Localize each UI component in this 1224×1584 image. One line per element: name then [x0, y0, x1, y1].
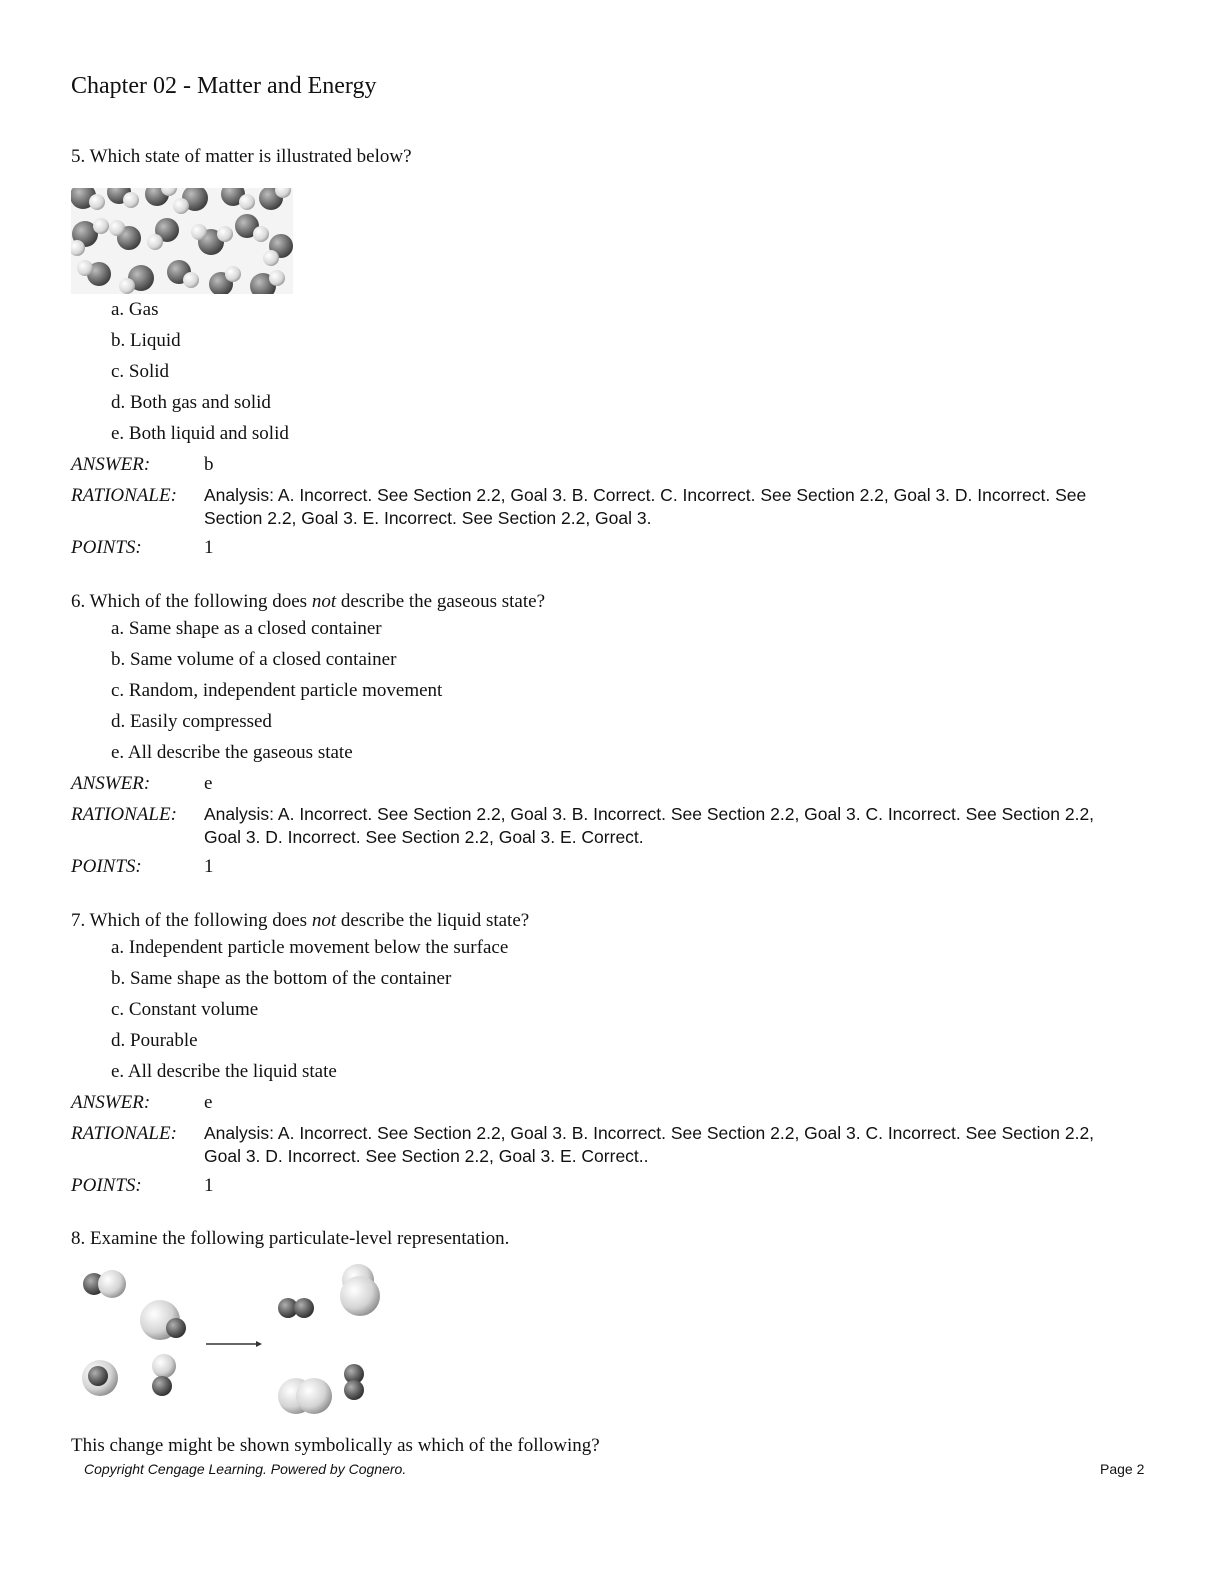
footer-page-number: Page 2 — [1100, 1461, 1145, 1477]
question-7-points: 1 — [204, 1175, 214, 1196]
question-5-option-b: b. Liquid — [111, 330, 181, 351]
question-5-option-a: a. Gas — [111, 299, 159, 320]
question-6-points-label: POINTS: — [71, 856, 142, 877]
question-5-answer-label: ANSWER: — [71, 454, 151, 475]
question-7-stem-start: 7. Which of the following does — [71, 910, 312, 931]
question-7-option-d: d. Pourable — [111, 1030, 198, 1051]
question-7-rationale-label: RATIONALE: — [71, 1123, 177, 1144]
question-5-rationale-label: RATIONALE: — [71, 485, 177, 506]
question-5-stem: 5. Which state of matter is illustrated below? — [71, 146, 412, 167]
question-8-followup: This change might be shown symbolically as which of the following? — [71, 1435, 600, 1456]
question-7-points-label: POINTS: — [71, 1175, 142, 1196]
question-7-answer: e — [204, 1092, 213, 1113]
question-6-stem-emphasis: not — [311, 591, 337, 612]
question-5-option-c: c. Solid — [111, 361, 170, 382]
question-5-points-label: POINTS: — [71, 537, 142, 558]
reaction-particle-illustration — [76, 1262, 386, 1422]
question-5-answer: b — [204, 454, 214, 475]
footer-copyright: Copyright Cengage Learning. Powered by Cognero. — [84, 1461, 407, 1477]
question-6-answer-label: ANSWER: — [71, 773, 151, 794]
question-8-stem: 8. Examine the following particulate-level representation. — [71, 1228, 510, 1249]
question-5-points: 1 — [204, 537, 214, 558]
question-7-option-b: b. Same shape as the bottom of the container — [111, 968, 452, 989]
question-7-stem-emphasis: not — [311, 910, 337, 931]
question-5-rationale: Analysis: A. Incorrect. See Section 2.2, Goal 3. B. Correct. C. Incorrect. See Section 2.2, Goal 3. D. Incorrect. See Section 2.2, Goal 3. E. Incorrect. See Section 2.2, Goal 3. — [204, 485, 1087, 528]
question-6-stem — [71, 591, 545, 613]
page-title: Chapter 02 - Matter and Energy — [71, 73, 377, 99]
question-5-option-e: e. Both liquid and solid — [111, 423, 289, 444]
question-6-stem-start: 6. Which of the following does — [71, 591, 312, 612]
question-6-option-d: d. Easily compressed — [111, 711, 272, 732]
question-7-stem-end: describe the liquid state? — [336, 910, 530, 931]
question-6-option-c: c. Random, independent particle movement — [111, 680, 443, 701]
question-6-option-e: e. All describe the gaseous state — [111, 742, 353, 763]
question-6-rationale: Analysis: A. Incorrect. See Section 2.2, Goal 3. B. Incorrect. See Section 2.2, Goal 3. C. Incorrect. See Section 2.2, Goal 3. D. Incorrect. See Section 2.2, Goal 3. E. Correct. — [204, 804, 1095, 847]
question-5-option-d: d. Both gas and solid — [111, 392, 271, 413]
question-6-points: 1 — [204, 856, 214, 877]
reactant-molecules — [82, 1270, 186, 1396]
question-7-answer-label: ANSWER: — [71, 1092, 151, 1113]
question-6-option-b: b. Same volume of a closed container — [111, 649, 397, 670]
liquid-molecules-illustration — [71, 188, 293, 294]
question-7-option-e: e. All describe the liquid state — [111, 1061, 337, 1082]
question-7-rationale: Analysis: A. Incorrect. See Section 2.2, Goal 3. B. Incorrect. See Section 2.2, Goal 3. C. Incorrect. See Section 2.2, Goal 3. D. Incorrect. See Section 2.2, Goal 3. E. Correct.. — [204, 1123, 1095, 1166]
product-molecules — [278, 1264, 380, 1414]
question-6-option-a: a. Same shape as a closed container — [111, 618, 382, 639]
question-6-rationale-label: RATIONALE: — [71, 804, 177, 825]
question-6-stem-end: describe the gaseous state? — [336, 591, 546, 612]
question-6-answer: e — [204, 773, 213, 794]
question-7-option-a: a. Independent particle movement below the surface — [111, 937, 509, 958]
question-7-stem — [71, 910, 529, 932]
question-7-option-c: c. Constant volume — [111, 999, 259, 1020]
